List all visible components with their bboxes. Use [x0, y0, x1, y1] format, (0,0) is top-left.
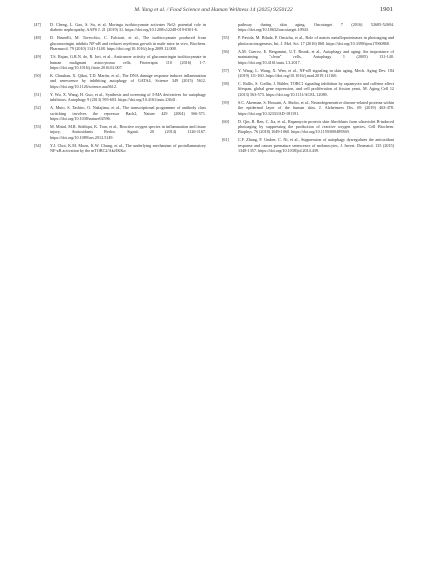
reference-item	[222, 22, 394, 33]
reference-number: [47]	[34, 22, 41, 27]
reference-text: D. Cheng, L. Gao, S. Su, et al. Moringa isothiocyanate activates Nrf2: potential role in diabetic nephropathy, AAPS J. 21 (2019) 31. https://doi.org/10.1208/s12248-019-0301-6.	[50, 22, 206, 33]
reference-item	[34, 124, 206, 140]
reference-text: K. Chauhan, X. Qikai, T.D. Martin, et al., The DNA damage response induces inflammation and senescence by inhibiting autophagy of GATA4, Science 349 (2015) 5612. https://doi.org/10.1126/science.aaa5612.	[50, 73, 206, 89]
reference-number: [53]	[34, 124, 41, 130]
reference-item	[34, 105, 206, 121]
reference-item	[222, 119, 394, 135]
reference-item	[34, 143, 206, 154]
reference-item	[34, 73, 206, 89]
running-head: M. Yang et al. / Food Science and Human Wellness 14 (2025) 9250122	[134, 7, 293, 13]
reference-number: [60]	[222, 118, 229, 124]
reference-text: pathway during skin aging, Oncotarget 7 (2016) 52685-52694. https://doi.org/10.18632/oncotarget.10943.	[238, 22, 394, 33]
reference-item	[222, 81, 394, 97]
references-left-column	[34, 22, 206, 156]
reference-text: D. Brunelli, M. Tavecchio, C. Falcioni, et al., The isothiocyanate produced from glucomoringin inhibits NF-κB and reduces myeloma growth in nude mice in vivo, Biochem. Pharmacol. 79 (2010) 1141-1148. https://doi.org/10.1016/j.bcp.2009.12.008.	[50, 35, 206, 52]
references-right-column	[222, 22, 394, 156]
reference-text: Y. Wang, L. Wang, X. Wen, et al., NF-κB signaling in skin aging, Mech. Aging Dev. 184 (2019) 111-160. https://doi.org/10.1016/j.mad.2019.111160.	[238, 67, 394, 79]
reference-number: [59]	[222, 99, 229, 105]
reference-number: [61]	[222, 137, 229, 143]
reference-item	[222, 68, 394, 79]
reference-text: M. Mittal, M.R. Siddiqui, K. Tran, et al., Reactive oxygen species in inflammation and tissue injury, Antioxidants Redox. Signal. 20 (2014) 1126-1167. https://doi.org/10.1089/ars.2012.5149.	[50, 124, 206, 140]
reference-item	[34, 22, 206, 33]
reference-text: Y.J. Choi, K.M. Moon, K.W. Chung, et al., The underlying mechanism of proinflammatory NF-κB activation by the mTORC2/Akt/IKKα	[50, 142, 206, 154]
reference-number: [54]	[34, 142, 41, 148]
reference-item	[34, 35, 206, 51]
reference-text: T.S. Rajan, G.R.N. de, R. Iori, et al., Anticancer activity of glucomoringin isothiocyanate in human malignant astrocytoma cells, Fitoterapia 110 (2016) 1-7. https://doi.org/10.1016/j.fitote.2016.02.007.	[50, 54, 206, 71]
reference-number: [48]	[34, 35, 41, 41]
reference-text: S.C. Akerman, S. Hossain, A. Shobo, et al., Neurodegenerative disease-related proteins within the epidermal layer of the human skin, J. Alzheimers Dis. 69 (2019) 463-478. https://doi.org/10.3233/JAD-181191.	[238, 99, 394, 116]
reference-number: [51]	[34, 91, 41, 97]
reference-number: [49]	[34, 54, 41, 60]
reference-item	[222, 49, 394, 65]
reference-number: [52]	[34, 105, 41, 111]
reference-text: A. Muto, S. Tashiro, O. Nakajima, et al., The transcriptional programme of antibody class switching involves the repressor Bach2, Nature 429 (2004) 566-571. https://doi.org/10.1038/nature02596.	[50, 105, 206, 122]
reference-text: C.F. Zhang, F. Gruber, C. Ni, et al., Suppression of autophagy dysregulates the antioxidant response and causes premature senescence of melanocytes, J. Invest. Dermatol. 135 (2015) 1348-1357. https://doi.org/10.1038/jid.2014.439.	[238, 137, 394, 154]
reference-number: [55]	[222, 35, 229, 41]
page-header	[34, 7, 393, 19]
reference-text: Y. Wu, X. Wang, H. Guo, et al., Synthesis and screening of 3-MA derivatives for autophagy inhibitors, Autophagy 9 (2013) 595-603. https://doi.org/10.4161/auto.23641.	[50, 91, 206, 103]
reference-number: [58]	[222, 81, 229, 87]
reference-item	[34, 54, 206, 70]
reference-text: D. Qin, R. Ren, C. Jia, et al., Rapamycin protects skin fibroblasts from ultraviolet B-induced photoaging by suppressing the production of reactive oxygen species, Cell Biochem. Biophys. 76 (2018) 1049-1060. https://doi.org/10.1159/000489369.	[238, 118, 394, 135]
reference-item	[222, 137, 394, 153]
reference-item	[222, 35, 394, 46]
reference-number: [50]	[34, 73, 41, 79]
reference-number: [57]	[222, 67, 229, 73]
reference-text: A.M. Cuervo, E. Bergamini, U.T. Brunk, et al., Autophagy and aging: the importance of maintaining "clean" cells, Autophagy 1 (2005) 131-140. https://doi.org/10.4161/auto.1.3.2017.	[238, 48, 394, 65]
reference-number: [56]	[222, 48, 229, 54]
reference-text: P. Pavida, M. Bilada, P. Onsicha, et al., Role of matrix metalloproteinases in photoaging and photocarcinogenesis, Int. J. Mol. Sci. 17 (2016) 868. https://doi.org/10.3390/ijms17060868.	[238, 35, 394, 46]
reference-text: C. Rallis, S. Codlin, J. Bähler, TORC1 signaling inhibition by rapamycin and caffeine affect lifespan, global gene expression, and cell proliferation of fission yeast, M. Aging Cell 12 (2013) 563-573. https://doi.org/10.1111/ACEL.12080.	[238, 81, 394, 97]
reference-item	[34, 92, 206, 103]
reference-item	[222, 100, 394, 116]
page-number: 1901	[379, 6, 393, 13]
